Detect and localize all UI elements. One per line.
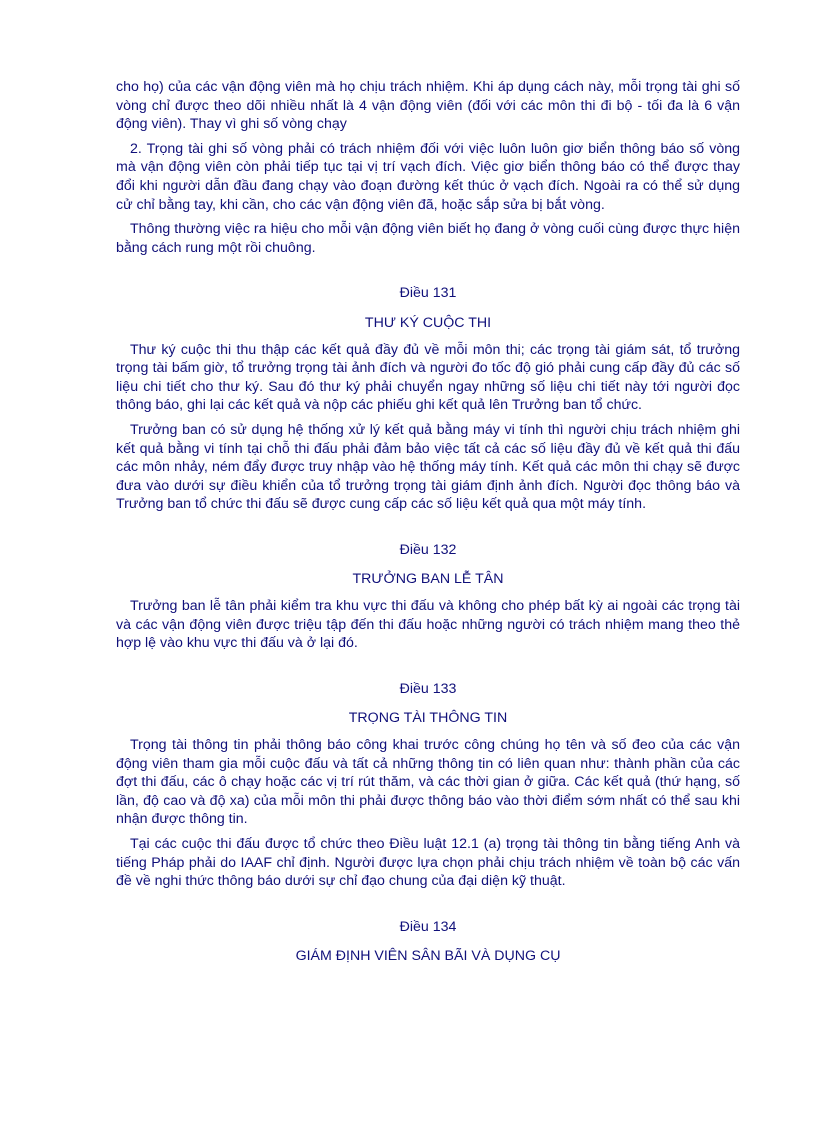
article-number: Điều 131 [399,285,457,302]
article-title: GIÁM ĐỊNH VIÊN SÂN BÃI VÀ DỤNG CỤ [295,948,561,965]
paragraph: Tại các cuộc thi đấu được tổ chức theo Điều luật 12.1 (a) trọng tài thông tin bằng tiếng Anh và tiếng Pháp phải do IAAF chỉ định. Người được lựa chọn phải chịu trách nhiệm về toàn bộ các vấn đề về nghi thức thông báo dưới sự chỉ đạo chung của đại diện kỹ thuật. [116,836,740,890]
article-title: TRỌNG TÀI THÔNG TIN [348,710,508,727]
article-number: Điều 132 [399,541,457,558]
article-number: Điều 133 [399,680,457,697]
paragraph: Thư ký cuộc thi thu thập các kết quả đầy đủ về mỗi môn thi; các trọng tài giám sát, tổ trưởng trọng tài bấm giờ, tổ trưởng trọng tài ảnh đích và người đo tốc độ gió phải cung cấp đầy đủ các số liệu chi tiết cho thư ký. Sau đó thư ký phải chuyển ngay những số liệu chi tiết này tới người đọc thông báo, ghi lại các kết quả và nộp các phiếu ghi kết quả lên Trưởng ban tổ chức. [116,341,740,414]
paragraph: Trọng tài thông tin phải thông báo công khai trước công chúng họ tên và số đeo của các vận động viên tham gia mỗi cuộc đấu và tất cả những thông tin có liên quan như: thành phần của các đợt thi đấu, các ô chạy hoặc các vị trí rút thăm, và các thời gian ở giữa. Các kết quả (thứ hạng, số lần, độ cao và độ xa) của mỗi môn thi phải được thông báo vào thời điểm sớm nhất có thể sau khi nhận được thông tin. [116,737,740,828]
document-body [116,78,740,974]
paragraph: 2. Trọng tài ghi số vòng phải có trách nhiệm đối với việc luôn luôn giơ biển thông báo số vòng mà vận động viên còn phải tiếp tục tại vị trí vạch đích. Việc giơ biển thông báo có thể được thay đổi khi người dẫn đầu đang chạy vào đoạn đường kết thúc ở vạch đích. Ngoài ra có thể sử dụng cử chỉ bằng tay, khi cần, cho các vận động viên đã, hoặc sắp sửa bị bắt vòng. [116,140,740,213]
article-number: Điều 134 [399,918,457,935]
paragraph: Trưởng ban lễ tân phải kiểm tra khu vực thi đấu và không cho phép bất kỳ ai ngoài các trọng tài và các vận động viên được triệu tập đến thi đấu hoặc những người có trách nhiệm mang theo thẻ hợp lệ vào khu vực thi đấu và ở lại đó. [116,598,740,652]
article-title: TRƯỞNG BAN LỄ TÂN [352,571,504,588]
paragraph: cho họ) của các vận động viên mà họ chịu trách nhiệm. Khi áp dụng cách này, mỗi trọng tài ghi số vòng chỉ được theo dõi nhiều nhất là 4 vận động viên (đối với các môn thi đi bộ - tối đa là 6 vận động viên). Thay vì ghi số vòng chạy [116,79,740,133]
paragraph: Trưởng ban có sử dụng hệ thống xử lý kết quả bằng máy vi tính thì người chịu trách nhiệm ghi kết quả bằng vi tính tại chỗ thi đấu phải đảm bảo việc tất cả các số liệu đầy đủ về kết quả thi đấu các môn nhảy, ném đẩy được truy nhập vào hệ thống máy tính. Kết quả các môn thi chạy sẽ được đưa vào dưới sự điều khiển của tổ trưởng trọng tài giám định ảnh đích. Người đọc thông báo và Trưởng ban tổ chức thi đấu sẽ được cung cấp các số liệu kết quả qua một máy tính. [116,421,740,513]
article-title: THƯ KÝ CUỘC THI [364,314,492,331]
paragraph: Thông thường việc ra hiệu cho mỗi vận động viên biết họ đang ở vòng cuối cùng được thực hiện bằng cách rung một rồi chuông. [116,221,740,256]
